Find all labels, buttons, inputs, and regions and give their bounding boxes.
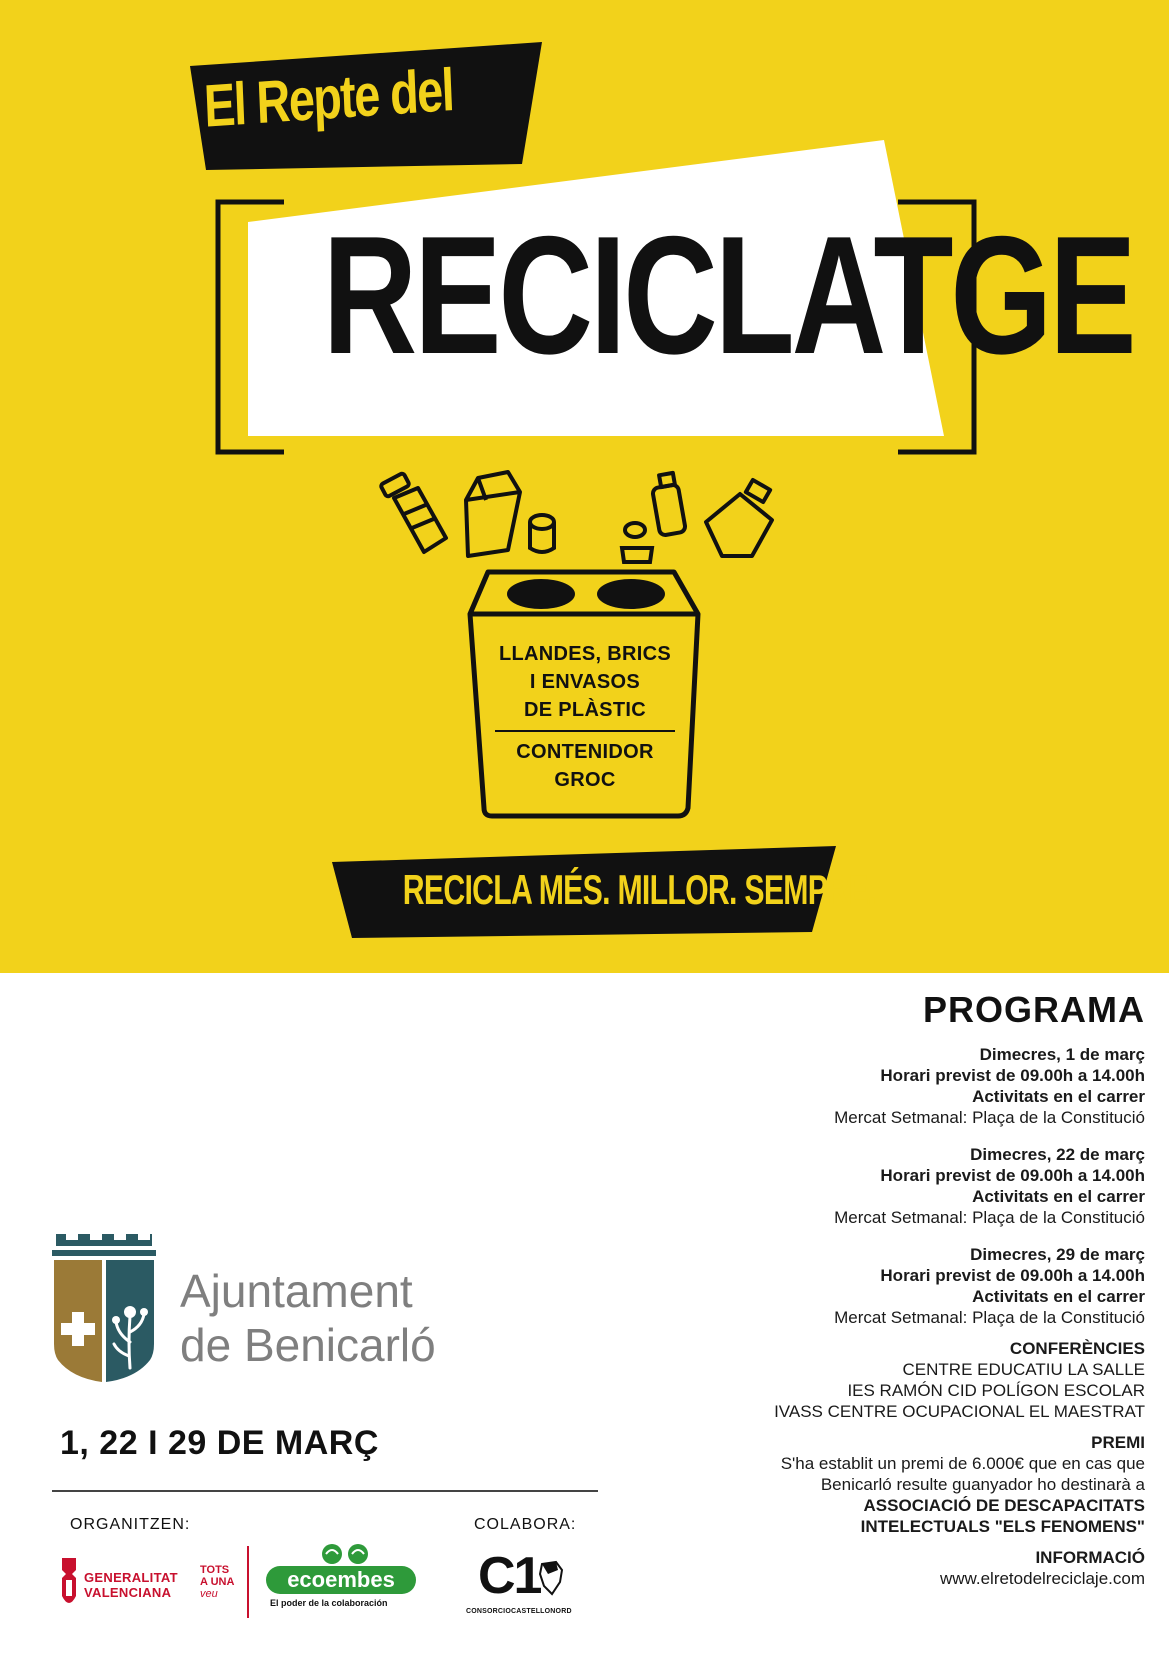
organizers-label: ORGANITZEN:: [70, 1516, 191, 1533]
spray-icon: [652, 473, 686, 536]
logo-text: [180, 1264, 436, 1372]
bin-container-line-2: GROC: [554, 769, 616, 791]
ecoembes-logo: ecoembes: [266, 1566, 416, 1594]
event-date: Dimecres, 22 de març: [970, 1145, 1145, 1164]
prize-beneficiary-line-1: ASSOCIACIÓ DE DESCAPACITATS: [863, 1496, 1145, 1515]
slogan: RECICLA MÉS. MILLOR. SEMPRE.: [402, 866, 876, 913]
conference-item: CENTRE EDUCATIU LA SALLE: [902, 1360, 1145, 1379]
bin-line-2: I ENVASOS: [529, 671, 641, 693]
info-heading: INFORMACIÓ: [1035, 1548, 1145, 1567]
bin-divider: [495, 730, 675, 732]
c1-logo: C1: [478, 1547, 541, 1605]
event-date: Dimecres, 1 de març: [979, 1045, 1145, 1064]
c1-tagline: CONSORCIOCASTELLONORD: [466, 1608, 572, 1615]
event-item: [585, 1044, 1145, 1128]
bin-label: [474, 640, 696, 794]
program-title: PROGRAMA: [923, 989, 1145, 1030]
ecoembes-tagline: El poder de la colaboración: [270, 1598, 388, 1608]
carton-icon: [466, 472, 520, 556]
generalitat-valenciana-icon: [58, 1556, 80, 1612]
event-hours: Horari previst de 09.00h a 14.00h: [880, 1066, 1145, 1085]
event-place: Mercat Setmanal: Plaça de la Constitució: [834, 1208, 1145, 1227]
title-top: El Repte del: [202, 56, 455, 140]
bin-container-line-1: CONTENIDOR: [516, 741, 654, 763]
prize-text-line-1: S'ha establit un premi de 6.000€ que en cas que: [780, 1454, 1145, 1473]
prize-text-line-2: Benicarló resulte guanyador ho destinarà a: [820, 1475, 1145, 1494]
event-place: Mercat Setmanal: Plaça de la Constitució: [834, 1308, 1145, 1327]
jug-icon: [706, 480, 772, 556]
logo-line-2: de Benicarló: [180, 1319, 436, 1371]
tots-line-1: TOTS: [200, 1564, 230, 1576]
tots-line-2: A UNA: [200, 1576, 235, 1588]
event-activity: Activitats en el carrer: [972, 1187, 1145, 1206]
info-url-link[interactable]: www.elretodelreciclaje.com: [939, 1569, 1145, 1588]
tots-a-una-veu-logo: [200, 1564, 234, 1600]
prize-heading: PREMI: [1091, 1433, 1145, 1452]
can-icon: [530, 515, 554, 552]
program-section: [585, 988, 1145, 1599]
event-hours: Horari previst de 09.00h a 14.00h: [880, 1166, 1145, 1185]
info-block: [585, 1547, 1145, 1589]
bin-line-1: LLANDES, BRICS: [499, 643, 671, 665]
event-activity: Activitats en el carrer: [972, 1087, 1145, 1106]
conferences-block: [585, 1338, 1145, 1422]
gv-line-1: GENERALITAT: [84, 1570, 178, 1585]
prize-beneficiary-line-2: INTELECTUALS "ELS FENOMENS": [860, 1517, 1145, 1536]
event-dates: 1, 22 I 29 DE MARÇ: [60, 1424, 379, 1462]
bin-line-3: DE PLÀSTIC: [524, 699, 646, 721]
event-item: [585, 1144, 1145, 1228]
conferences-heading: CONFERÈNCIES: [1009, 1339, 1145, 1358]
castello-map-icon: [538, 1560, 566, 1596]
collaborator-label: COLABORA:: [474, 1516, 577, 1533]
event-hours: Horari previst de 09.00h a 14.00h: [880, 1266, 1145, 1285]
title-main: RECICLATGE: [322, 201, 1134, 389]
event-item: [585, 1244, 1145, 1328]
event-place: Mercat Setmanal: Plaça de la Constitució: [834, 1108, 1145, 1127]
conference-item: IES RAMÓN CID POLÍGON ESCOLAR: [847, 1381, 1145, 1400]
gv-line-2: VALENCIANA: [84, 1585, 172, 1600]
logo-separator: [247, 1546, 249, 1618]
divider: [52, 1490, 598, 1492]
tin-can-icon: [622, 523, 652, 562]
prize-block: [585, 1432, 1145, 1537]
logo-line-1: Ajuntament: [180, 1265, 413, 1317]
generalitat-valenciana-logo: [84, 1570, 178, 1600]
bottle-icon: [380, 473, 446, 552]
benicarlo-coat-of-arms-icon: [52, 1232, 156, 1384]
conference-item: IVASS CENTRE OCUPACIONAL EL MAESTRAT: [774, 1402, 1145, 1421]
tots-line-3: veu: [200, 1588, 218, 1600]
event-activity: Activitats en el carrer: [972, 1287, 1145, 1306]
ecoembes-leaf-icon: [262, 1540, 372, 1568]
event-date: Dimecres, 29 de març: [970, 1245, 1145, 1264]
